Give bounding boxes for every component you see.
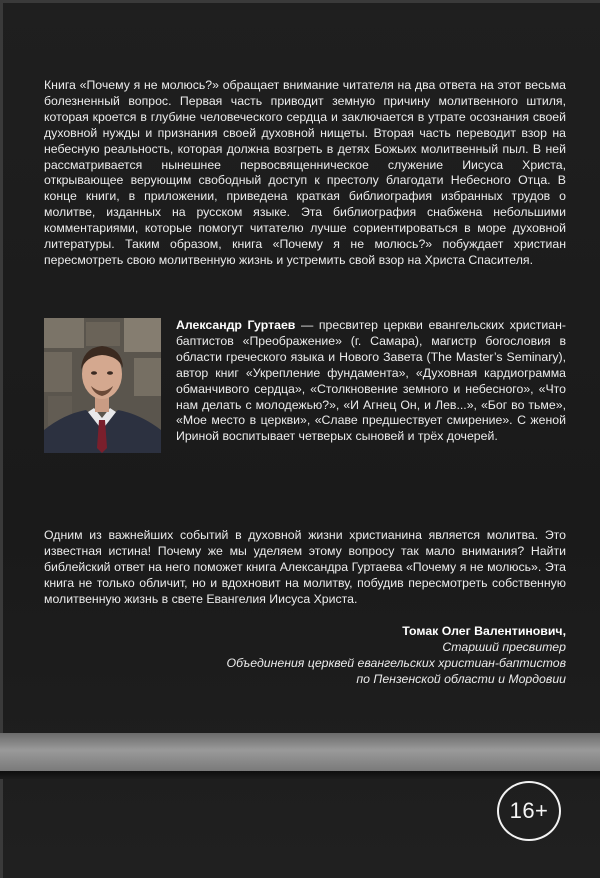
- cover-edge-top: [0, 0, 600, 3]
- endorsement-text: Одним из важнейших событий в духовной жизни христианина является молитва. Это известная истина! Почему же мы уделяем этому вопросу так мало внимания? Найти библейский ответ на него поможет книга Александра Гуртаева «Почему я не молюсь». Эта книга не только обличит, но и вдохновит на молитву, побудив пересмотреть собственную молитвенную жизнь в свете Евангелия Иисуса Христа.: [44, 528, 566, 606]
- signer-title-2: Объединения церквей евангельских христиан-баптистов: [226, 655, 566, 670]
- signer-title-3: по Пензенской области и Мордовии: [356, 671, 566, 686]
- decorative-stripe: [0, 733, 600, 771]
- age-rating-badge: 16+: [497, 781, 561, 841]
- author-portrait-image: [44, 318, 161, 453]
- author-bio-text: — пресвитер церкви евангельских христиан-баптистов «Преображение» (г. Самара), магистр богословия в области греческого языка и Нового Завета (The Master’s Seminary), автор книг «Укрепление фундамента», «Духовная кардиограмма обманчивого сердца», «Столкновение земного и небесного», «Что нам делать с молодежью?», «И Агнец Он, и Лев...», «Бог во тьме», «Мое место в церкви», «Славе предшествует смирение». С женой Ириной воспитывает четверых сыновей и трёх дочерей.: [176, 318, 567, 444]
- signer-name: Томак Олег Валентинович,: [402, 624, 566, 638]
- book-description: Книга «Почему я не молюсь?» обращает внимание читателя на два ответа на этот весьма болезненный вопрос. Первая часть приводит земную причину молитвенного штиля, которая кроется в глубине человеческого сердца и заключается в утрате осознания своей духовной нужды и признания своей духовной нищеты. Вторая часть переводит взор на небесную реальность, которая должна возгреть в детях Божьих молитвенный пыл. В ней рассматривается нынешнее первосвященническое служение Иисуса Христа, открывающее верующим свободный доступ к престолу благодати Небесного Отца. В конце книги, в приложении, приведена краткая библиография избранных трудов о молитве, изданных на русском языке. Эта библиография снабжена небольшими комментариями, которые помогут читателю лучше сориентироваться в море духовной литературы. Таким образом, книга «Почему я не молюсь?» побуждает христиан пересмотреть свою молитвенную жизнь и устремить свой взор на Христа Спасителя.: [44, 78, 566, 267]
- signer-title-1: Старший пресвитер: [442, 639, 566, 654]
- author-photo: [44, 318, 161, 453]
- author-name: Александр Гуртаев: [176, 318, 296, 332]
- stripe-shadow: [0, 771, 600, 779]
- endorsement-signature: [146, 624, 566, 688]
- author-bio: [176, 318, 566, 445]
